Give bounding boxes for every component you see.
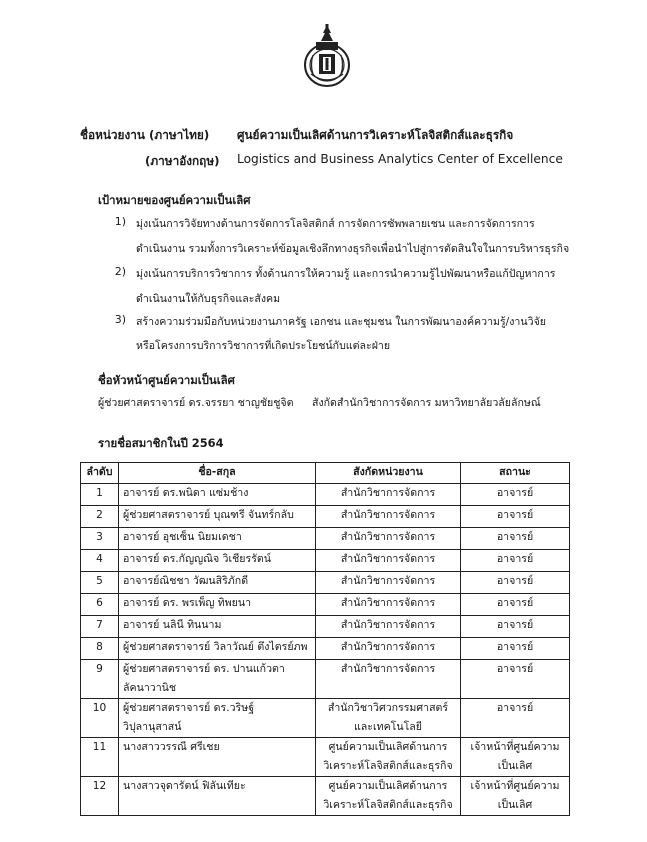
org-name-english-value: Logistics and Business Analytics Center of Excellence <box>237 152 563 166</box>
goal-line: ดำเนินงาน รวมทั้งการวิเคราะห์ข้อมูลเชิงลึกทางธุรกิจเพื่อนำไปสู่การตัดสินใจในการบริหารธุรกิจ <box>136 243 570 255</box>
table-header-row <box>81 463 570 484</box>
cell-unit <box>316 506 461 528</box>
cell-unit-line: สำนักวิชาการจัดการ <box>340 509 436 521</box>
cell-unit-line: วิเคราะห์โลจิสติกส์และธุรกิจ <box>323 799 453 811</box>
table-row <box>81 777 570 816</box>
cell-no: 5 <box>81 572 119 594</box>
cell-name <box>119 660 316 699</box>
table-row <box>81 594 570 616</box>
cell-unit-line: และเทคโนโลยี <box>353 721 423 733</box>
cell-status-line: อาจารย์ <box>496 509 534 521</box>
head-of-center-heading: ชื่อหัวหน้าศูนย์ความเป็นเลิศ <box>98 373 235 387</box>
cell-unit <box>316 777 461 816</box>
cell-status-line: อาจารย์ <box>496 641 534 653</box>
cell-unit-line: ศูนย์ความเป็นเลิศด้านการ <box>328 780 448 792</box>
cell-status <box>461 616 570 638</box>
cell-status-line: เป็นเลิศ <box>497 760 533 772</box>
table-row <box>81 550 570 572</box>
cell-status <box>461 660 570 699</box>
cell-status-line: อาจารย์ <box>496 575 534 587</box>
cell-name <box>119 777 316 816</box>
university-seal-logo <box>302 24 352 88</box>
cell-unit-line: สำนักวิชาการจัดการ <box>340 575 436 587</box>
cell-unit-line: สำนักวิชาการจัดการ <box>340 531 436 543</box>
cell-status-line: อาจารย์ <box>496 619 534 631</box>
cell-status <box>461 777 570 816</box>
goal-line: สร้างความร่วมมือกับหน่วยงานภาครัฐ เอกชน และชุมชน ในการพัฒนาองค์ความรู้/งานวิจัย <box>136 316 546 328</box>
cell-no: 4 <box>81 550 119 572</box>
cell-unit <box>316 738 461 777</box>
cell-status-line: เป็นเลิศ <box>497 799 533 811</box>
cell-name-line: อาจารย์ นลินี ทินนาม <box>123 619 222 631</box>
head-of-center-affiliation: สังกัดสำนักวิชาการจัดการ มหาวิทยาลัยวลัยลักษณ์ <box>312 397 541 409</box>
goal-line: มุ่งเน้นการบริการวิชาการ ทั้งด้านการให้ความรู้ และการนำความรู้ไปพัฒนาหรือแก้ปัญหาการ <box>136 268 556 280</box>
cell-unit <box>316 484 461 506</box>
table-row <box>81 699 570 738</box>
cell-status-line: เจ้าหน้าที่ศูนย์ความ <box>470 780 560 792</box>
cell-name-line: นางสาวจุดารัตน์ ฟิลันเทียะ <box>123 780 246 792</box>
cell-unit <box>316 550 461 572</box>
goal-number: 1) <box>114 215 126 228</box>
cell-name <box>119 572 316 594</box>
table-row <box>81 660 570 699</box>
cell-unit-line: สำนักวิชาการจัดการ <box>340 663 436 675</box>
cell-no: 8 <box>81 638 119 660</box>
cell-name-line: อาจารย์ ดร. พรเพ็ญ ทิพยนา <box>123 597 252 609</box>
cell-name-line: ผู้ช่วยศาสตราจารย์ ดร.วริษฐ์ <box>123 702 255 714</box>
goal-line: หรือโครงการบริการวิชาการที่เกิดประโยชน์กับแต่ละฝ่าย <box>136 340 391 352</box>
column-header-unit: สังกัดหน่วยงาน <box>316 463 461 484</box>
table-row <box>81 572 570 594</box>
cell-status-line: อาจารย์ <box>496 487 534 499</box>
cell-status-line: อาจารย์ <box>496 553 534 565</box>
cell-unit <box>316 699 461 738</box>
cell-name-line: อาจารย์ ดร.พนิดา แซ่มช้าง <box>123 487 249 499</box>
cell-name-line: อาจารย์ณิชชา วัฒนสิริภักดี <box>123 575 249 587</box>
org-name-english-label: (ภาษาอังกฤษ) <box>145 154 220 168</box>
cell-name-line: อาจารย์ ดร.กัญญณิจ วิเชียรรัตน์ <box>123 553 272 565</box>
cell-status <box>461 550 570 572</box>
cell-unit-line: สำนักวิชาการจัดการ <box>340 487 436 499</box>
cell-unit-line: สำนักวิชาการจัดการ <box>340 597 436 609</box>
cell-no: 2 <box>81 506 119 528</box>
cell-status <box>461 506 570 528</box>
head-of-center-name: ผู้ช่วยศาสตราจารย์ ดร.จรรยา ชาญชัยชูจิต <box>98 397 294 409</box>
table-row <box>81 638 570 660</box>
cell-name <box>119 506 316 528</box>
cell-name-line: นางสาววรรณี ศรีเชย <box>123 741 220 753</box>
cell-status <box>461 594 570 616</box>
cell-name <box>119 699 316 738</box>
cell-name-line: ผู้ช่วยศาสตราจารย์ วิลาวัณย์ ตึงไตรย์ภพ <box>123 641 308 653</box>
cell-no: 7 <box>81 616 119 638</box>
cell-unit-line: สำนักวิชาวิศวกรรมศาสตร์ <box>327 702 449 714</box>
cell-no: 3 <box>81 528 119 550</box>
cell-status-line: เจ้าหน้าที่ศูนย์ความ <box>470 741 560 753</box>
goal-number: 3) <box>114 313 126 326</box>
cell-unit-line: วิเคราะห์โลจิสติกส์และธุรกิจ <box>323 760 453 772</box>
cell-unit <box>316 572 461 594</box>
members-table <box>80 462 570 816</box>
table-row <box>81 506 570 528</box>
table-row <box>81 738 570 777</box>
cell-name-line: ผู้ช่วยศาสตราจารย์ ดร. ปานแก้วตา <box>123 663 285 675</box>
cell-status-line: อาจารย์ <box>496 531 534 543</box>
column-header-no: ลำดับ <box>81 463 119 484</box>
cell-name <box>119 484 316 506</box>
table-row <box>81 528 570 550</box>
cell-status <box>461 572 570 594</box>
cell-name <box>119 550 316 572</box>
cell-name <box>119 594 316 616</box>
cell-status <box>461 738 570 777</box>
column-header-status: สถานะ <box>461 463 570 484</box>
cell-name <box>119 738 316 777</box>
cell-no: 6 <box>81 594 119 616</box>
cell-name-line: วิปุลานุสาสน์ <box>123 721 182 733</box>
cell-no: 1 <box>81 484 119 506</box>
cell-unit <box>316 528 461 550</box>
column-header-name: ชื่อ-สกุล <box>119 463 316 484</box>
cell-name-line: อาจารย์ อุชเซ็น นิยมเดชา <box>123 531 242 543</box>
cell-unit <box>316 660 461 699</box>
cell-no: 12 <box>81 777 119 816</box>
cell-no: 9 <box>81 660 119 699</box>
cell-unit-line: สำนักวิชาการจัดการ <box>340 641 436 653</box>
cell-unit-line: สำนักวิชาการจัดการ <box>340 619 436 631</box>
table-row <box>81 616 570 638</box>
cell-unit-line: ศูนย์ความเป็นเลิศด้านการ <box>328 741 448 753</box>
cell-no: 10 <box>81 699 119 738</box>
cell-name <box>119 528 316 550</box>
cell-status <box>461 638 570 660</box>
cell-status <box>461 528 570 550</box>
goal-line: ดำเนินงานให้กับธุรกิจและสังคม <box>136 293 281 305</box>
cell-name <box>119 616 316 638</box>
cell-no: 11 <box>81 738 119 777</box>
goal-line: มุ่งเน้นการวิจัยทางด้านการจัดการโลจิสติกส์ การจัดการซัพพลายเชน และการจัดการการ <box>136 218 535 230</box>
org-name-thai-label: ชื่อหน่วยงาน (ภาษาไทย) <box>80 128 210 142</box>
cell-unit <box>316 616 461 638</box>
cell-status <box>461 484 570 506</box>
cell-unit <box>316 638 461 660</box>
cell-status-line: อาจารย์ <box>496 702 534 714</box>
cell-unit-line: สำนักวิชาการจัดการ <box>340 553 436 565</box>
table-row <box>81 484 570 506</box>
cell-name-line: ผู้ช่วยศาสตราจารย์ บุณฑรี จันทร์กลับ <box>123 509 294 521</box>
goal-number: 2) <box>114 265 126 278</box>
goals-heading: เป้าหมายของศูนย์ความเป็นเลิศ <box>98 193 251 207</box>
cell-name <box>119 638 316 660</box>
cell-status-line: อาจารย์ <box>496 663 534 675</box>
members-heading: รายชื่อสมาชิกในปี 2564 <box>98 436 224 450</box>
cell-unit <box>316 594 461 616</box>
cell-status-line: อาจารย์ <box>496 597 534 609</box>
org-name-thai-value: ศูนย์ความเป็นเลิศด้านการวิเคราะห์โลจิสติกส์และธุรกิจ <box>237 128 514 142</box>
members-table-body <box>81 484 570 816</box>
cell-name-line: ลัคนาวานิช <box>123 682 177 694</box>
cell-status <box>461 699 570 738</box>
